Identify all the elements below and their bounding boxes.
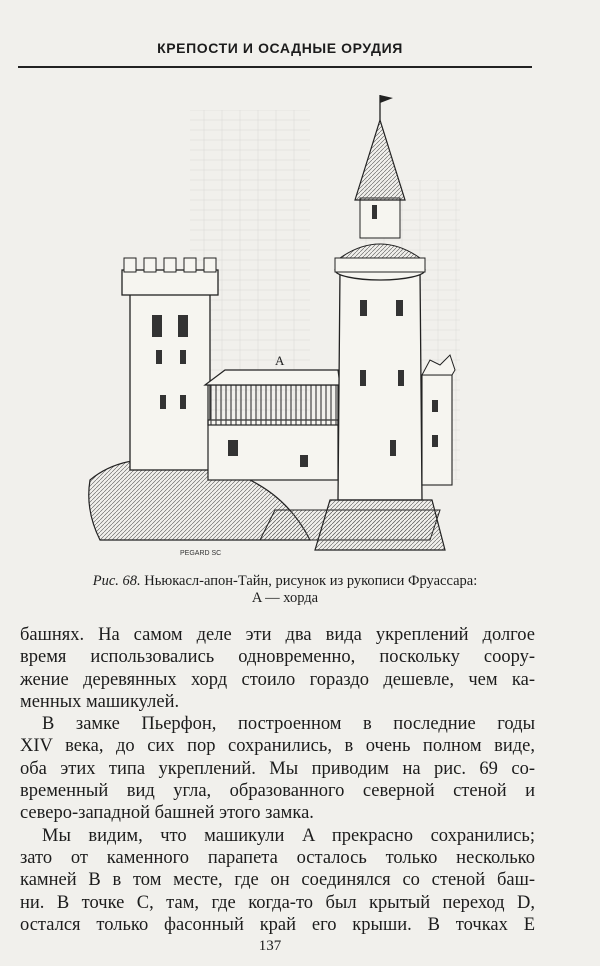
text-line: Мы видим, что машикули A прекрасно сохранились; xyxy=(42,825,535,846)
page-number: 137 xyxy=(258,938,282,954)
text-line: менных машикулей. xyxy=(20,691,180,712)
running-header: КРЕПОСТИ И ОСАДНЫЕ ОРУДИЯ xyxy=(157,40,403,56)
caption-figure-label: Рис. 68. xyxy=(92,573,141,589)
text-line: башнях. На самом деле эти два вида укреплений долгое xyxy=(20,625,535,645)
text-line: время использовались одновременно, поскольку соору- xyxy=(20,647,535,668)
text-line: северо-западной башней этого замка. xyxy=(20,803,314,824)
text-line: камней B в том месте, где он соединялся со стеной баш- xyxy=(20,870,535,891)
text-line: В замке Пьерфон, построенном в последние годы xyxy=(42,714,535,735)
text-line: ни. В точке C, там, где когда-то был крытый переход D, xyxy=(20,892,535,913)
label-a: A xyxy=(275,353,285,368)
right-building xyxy=(422,355,455,485)
artist-signature: PEGARD SC xyxy=(180,550,222,557)
header-rule xyxy=(18,66,532,68)
left-tower xyxy=(122,258,218,470)
text-line: жение деревянных хорд стоило гораздо дешевле, чем ка- xyxy=(20,669,535,690)
body-text xyxy=(20,624,535,936)
text-line: оба этих типа укреплений. Мы приводим на рис. 69 со- xyxy=(20,758,535,779)
text-line: остался только фасонный край его крыши. В точках E xyxy=(20,914,535,935)
figure-caption xyxy=(30,573,540,607)
caption-text: Ньюкасл-апон-Тайн, рисунок из рукописи Фруассара: xyxy=(144,573,478,589)
wooden-hoarding xyxy=(208,385,338,425)
text-line: зато от каменного парапета осталось только несколько xyxy=(20,847,535,868)
castle-illustration xyxy=(60,80,500,570)
text-line: XIV века, до сих пор сохранились, в очень полном виде, xyxy=(20,736,535,757)
text-line: временный вид угла, образованного северной стеной и xyxy=(20,781,535,802)
central-building xyxy=(205,370,340,480)
caption-line2: A — хорда xyxy=(251,590,319,606)
